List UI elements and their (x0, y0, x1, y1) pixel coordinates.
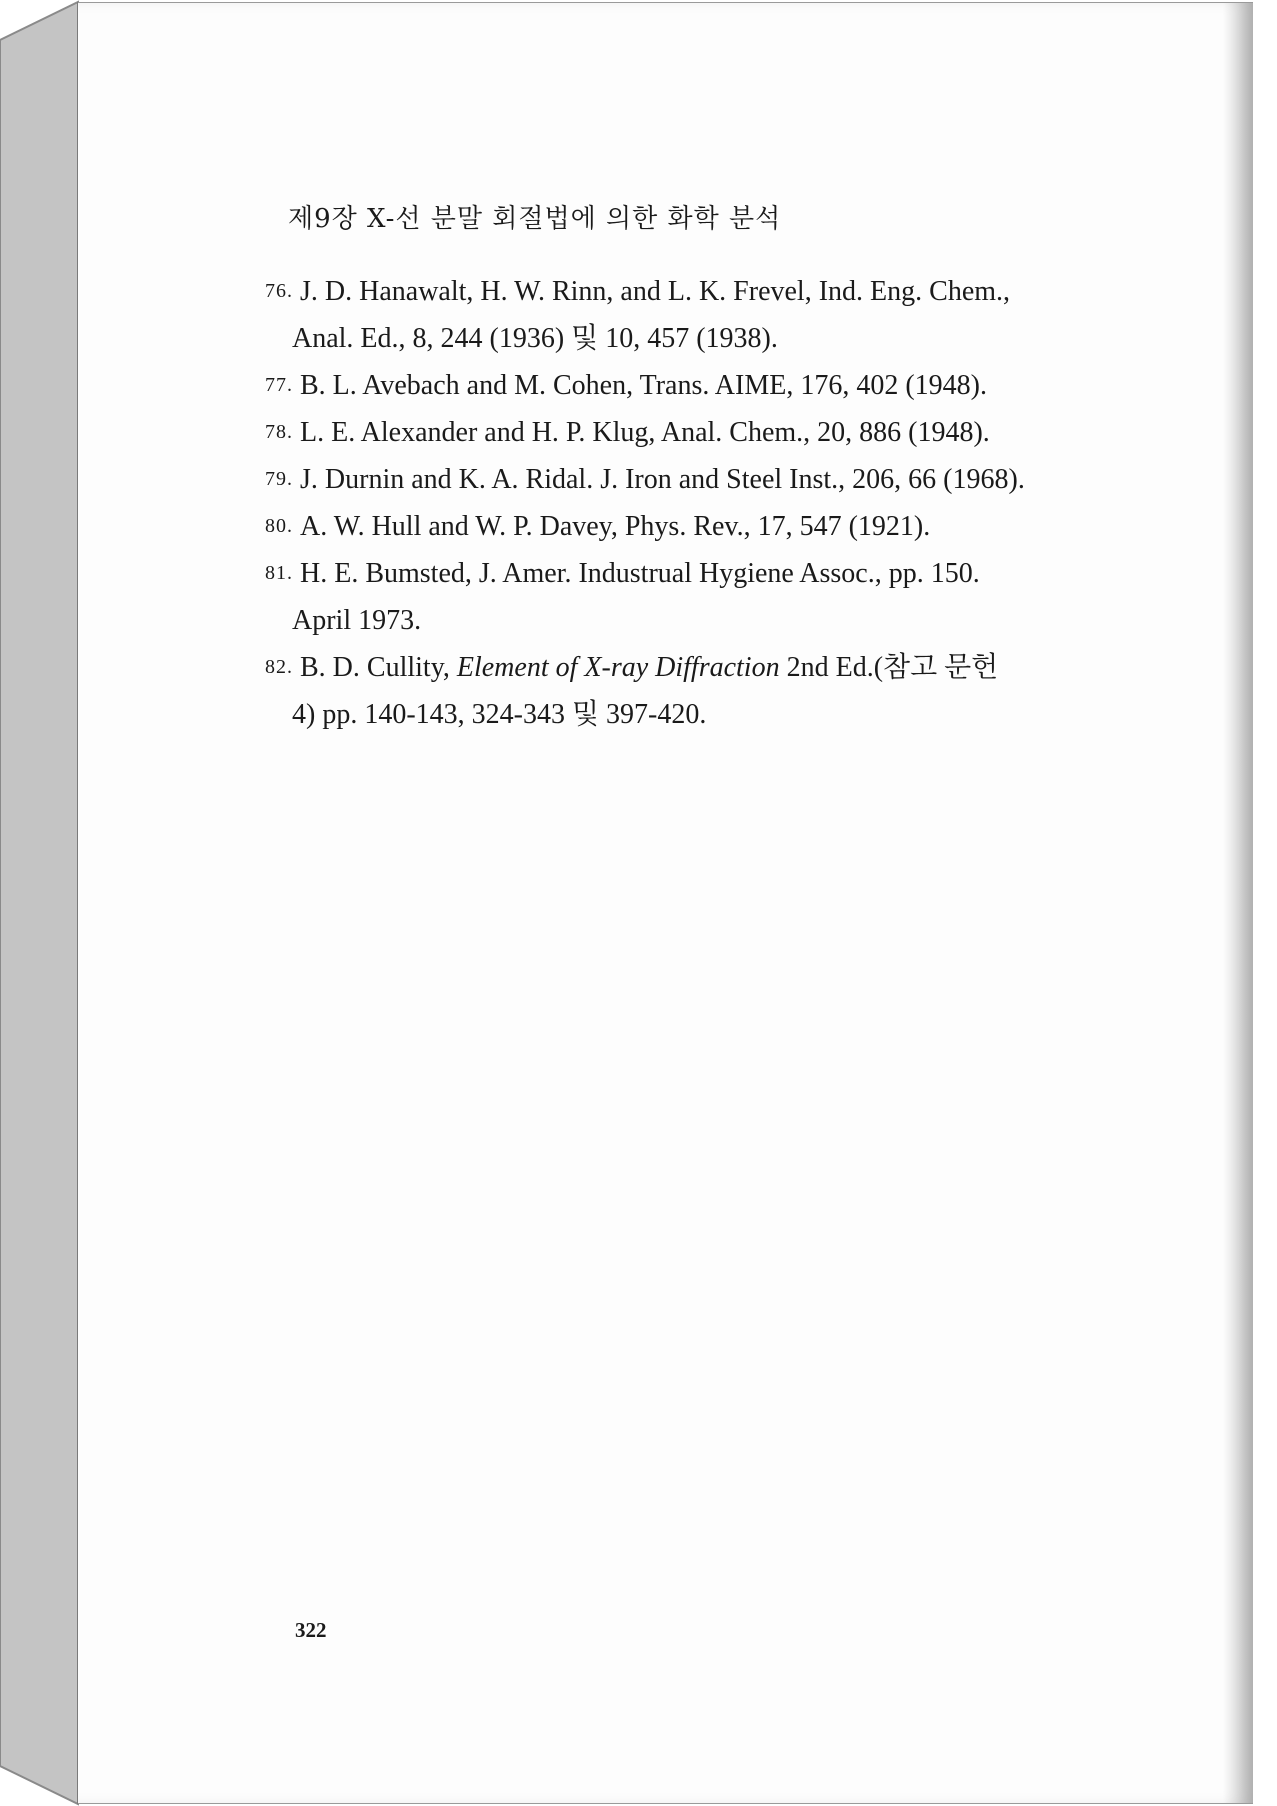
reference-number: 81. (265, 562, 293, 584)
reference-number: 79. (265, 468, 293, 490)
reference-number: 80. (265, 515, 293, 537)
book-spine (0, 0, 80, 1806)
reference-text-line1: H. E. Bumsted, J. Amer. Industrual Hygiene Assoc., pp. 150. (300, 558, 980, 589)
reference-item-80 (265, 503, 1105, 550)
reference-number: 77. (265, 374, 293, 396)
page-number: 322 (295, 1618, 327, 1642)
reference-item-82 (265, 644, 1105, 738)
page-edge-shadow (1223, 3, 1253, 1803)
running-head: 제9장 X-선 분말 회절법에 의한 화학 분석 (288, 204, 782, 234)
reference-list (265, 268, 1105, 738)
reference-item-76 (265, 268, 1105, 362)
reference-number: 82. (265, 656, 293, 678)
reference-item-77 (265, 362, 1105, 409)
reference-text-line1: A. W. Hull and W. P. Davey, Phys. Rev., 17, 547 (1921). (300, 511, 931, 542)
reference-number: 76. (265, 280, 293, 302)
reference-text-line2: Anal. Ed., 8, 244 (1936) 및 10, 457 (1938). (292, 323, 778, 354)
reference-text-line1 (300, 652, 998, 683)
reference-item-78 (265, 409, 1105, 456)
reference-item-79 (265, 456, 1105, 503)
reference-text-line1: L. E. Alexander and H. P. Klug, Anal. Chem., 20, 886 (1948). (300, 417, 990, 448)
reference-text-line1: B. L. Avebach and M. Cohen, Trans. AIME, 176, 402 (1948). (300, 370, 987, 401)
reference-text-line1: J. D. Hanawalt, H. W. Rinn, and L. K. Frevel, Ind. Eng. Chem., (300, 276, 1011, 307)
reference-book-title: Element of X-ray Diffraction (456, 652, 780, 683)
reference-item-81 (265, 550, 1105, 644)
reference-text-line2: April 1973. (292, 605, 422, 636)
reference-edition: 2nd Ed.(참고 문헌 (779, 652, 999, 683)
reference-text-line1: J. Durnin and K. A. Ridal. J. Iron and Steel Inst., 206, 66 (1968). (300, 464, 1025, 495)
reference-number: 78. (265, 421, 293, 443)
reference-text-line2: 4) pp. 140-143, 324-343 및 397-420. (292, 699, 707, 730)
reference-authors: B. D. Cullity, (300, 652, 457, 683)
